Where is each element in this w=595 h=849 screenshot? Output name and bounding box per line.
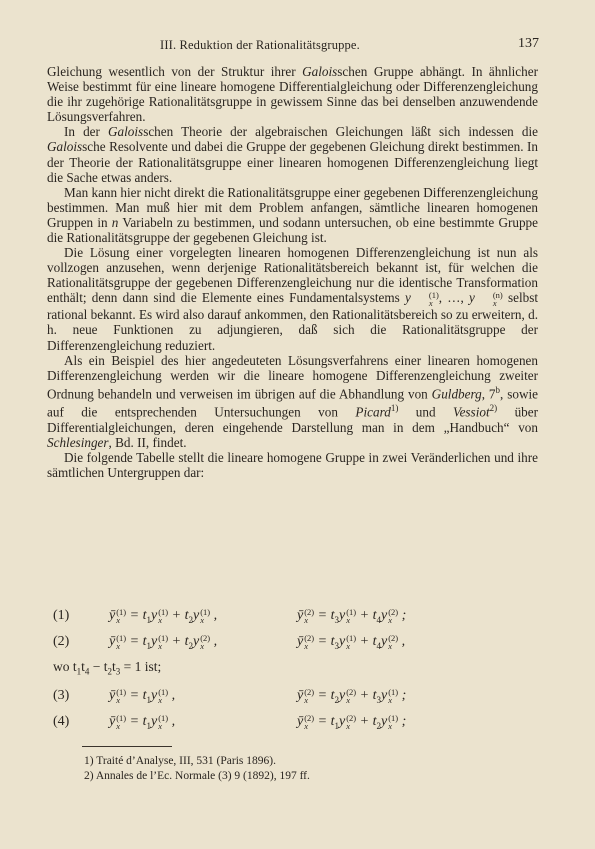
- paragraph: [47, 124, 538, 184]
- equation-number: (4): [53, 714, 70, 729]
- italic-text: Galois: [302, 64, 338, 79]
- page-number: 137: [518, 36, 539, 51]
- italic-text: Schlesinger: [47, 434, 109, 450]
- math-symbol: y (1) x: [405, 290, 439, 309]
- paragraph: [47, 245, 538, 353]
- condition-text: wo $t_1t_4 - t_2t_3 = 1$ ist;: [53, 659, 162, 677]
- paragraph: [47, 185, 538, 245]
- page-header: [0, 36, 595, 54]
- text-run: Als ein Beispiel des hier angedeuteten Lösungsverfahrens einer linearen homogenen Differenzengleichung werden wir die lineare homogene Differenzengleichung zweiter Ordnung behandeln und verweisen im übrigen auf die Abhandlung von: [47, 352, 538, 402]
- equation-row: [47, 688, 538, 714]
- italic-text: Vessiot: [452, 404, 490, 420]
- text-run: selbst rational bekannt. Es wird also darauf ankommen, den Rationalitätsbereich so zu erweitern, d. h. neue Funktionen zu adjungieren, daß sich die Rationalitätsgruppe der Differenzengleichung reduziert.: [47, 290, 539, 353]
- text-run: Gleichung wesentlich von der Struktur ihrer: [47, 64, 303, 79]
- equation-left: ȳ (1) x = $t_1y$ (1) x ,: [109, 713, 176, 732]
- italic-text: Guldberg: [431, 386, 482, 402]
- text-run: Die Lösung einer vorgelegten linearen homogenen Differenzengleichung ist nun als vollzogen anzusehen, wenn derjenige Rationalitätsbereich bekannt ist, für welchen die Rationalitätsgruppe der gegebenen Differenzengleichung nur die identische Transformation enthält; denn dann sind die Elemente eines Fundamentalsystems: [47, 245, 538, 306]
- equation-left: ȳ (1) x = $t_1y$ (1) x ,: [109, 687, 176, 706]
- text-run: In der: [64, 124, 109, 140]
- text-run: , sowie auf die entsprechenden Untersuchungen von: [47, 386, 538, 420]
- equation-number: (2): [53, 634, 70, 649]
- equation-right: ȳ (2) x = $t_1y$ (2) x + $t_2y$ (1) x ;: [297, 713, 407, 732]
- italic-text: Galois: [108, 124, 144, 140]
- equation-left: ȳ (1) x = $t_1y$ (1) x + $t_2y$ (2) x ,: [109, 633, 218, 652]
- text-run: sche Resolvente und dabei die Gruppe der gegebenen Gleichung direkt bestimmen. In der Theorie der Rationalitätsgruppe einer linearen homogenen Differenzengleichung liegt die Sache etwas anders.: [47, 139, 538, 185]
- equation-condition: [47, 659, 538, 685]
- footnotes: [84, 754, 524, 784]
- paragraph: [47, 64, 538, 124]
- text-run: Die folgende Tabelle stellt die lineare homogene Gruppe in zwei Veränderlichen und ihre sämtlichen Untergruppen dar:: [47, 450, 538, 481]
- footnote-divider: [82, 746, 172, 747]
- text-run: Man kann hier nicht direkt die Rationalitätsgruppe einer gegebenen Differenzengleichung bestimmen. Man muß hier mit dem Problem anfangen, sämtliche linearen homogenen Gruppen in: [47, 184, 538, 230]
- text-run: , 7: [481, 386, 496, 402]
- equation-right: ȳ (2) x = $t_3y$ (1) x + $t_4y$ (2) x ,: [297, 633, 406, 652]
- equation-row: [47, 714, 538, 740]
- text-run: schen Gruppe abhängt. In ähnlicher Weise bestimmt für eine lineare homogene Differentialgleichung oder Differenzengleichung die ihr zugehörige Rationalitätsgruppe in gewissem Sinne das bei denselben anzuwendende Lösungsverfahren.: [47, 64, 538, 125]
- math-symbol: y (n) x: [468, 290, 503, 309]
- equation-right: ȳ (2) x = $t_3y$ (1) x + $t_4y$ (2) x ;: [297, 607, 407, 626]
- superscript: b: [495, 384, 501, 395]
- body-text: [47, 64, 538, 480]
- paragraph: [47, 450, 538, 480]
- equation-row: [47, 634, 538, 660]
- running-title: III. Reduktion der Rationalitätsgruppe.: [160, 38, 360, 52]
- footnote-1: 1) Traité d’Analyse, III, 531 (Paris 1896).: [84, 755, 276, 767]
- superscript: 1): [390, 403, 399, 414]
- text-run: Variabeln zu bestimmen, und sodann untersuchen, ob eine bestimmte Gruppe die Rationalitätsgruppe der gegebenen Gleichung ist.: [47, 214, 539, 246]
- superscript: 2): [489, 403, 498, 414]
- equation-left: ȳ (1) x = $t_1y$ (1) x + $t_2y$ (1) x ,: [109, 607, 218, 626]
- text-run: , …,: [438, 290, 469, 306]
- footnote-2: 2) Annales de l’Ec. Normale (3) 9 (1892), 197 ff.: [84, 770, 310, 782]
- equation-right: ȳ (2) x = $t_2y$ (2) x + $t_3y$ (1) x ;: [297, 687, 407, 706]
- italic-text: n: [111, 214, 119, 230]
- text-run: , Bd. II, findet.: [108, 434, 187, 450]
- equation-number: (3): [53, 688, 70, 703]
- equation-number: (1): [53, 608, 70, 623]
- italic-text: Picard: [355, 404, 391, 420]
- paragraph: [47, 353, 538, 450]
- equation-row: [47, 608, 538, 634]
- text-run: und: [398, 404, 453, 420]
- italic-text: Galois: [47, 139, 83, 155]
- text-run: über Differentialgleichungen, deren eingehende Darstellung man in dem „Handbuch“ von: [47, 404, 539, 435]
- text-run: schen Theorie der algebraischen Gleichungen läßt sich indessen die: [143, 124, 538, 140]
